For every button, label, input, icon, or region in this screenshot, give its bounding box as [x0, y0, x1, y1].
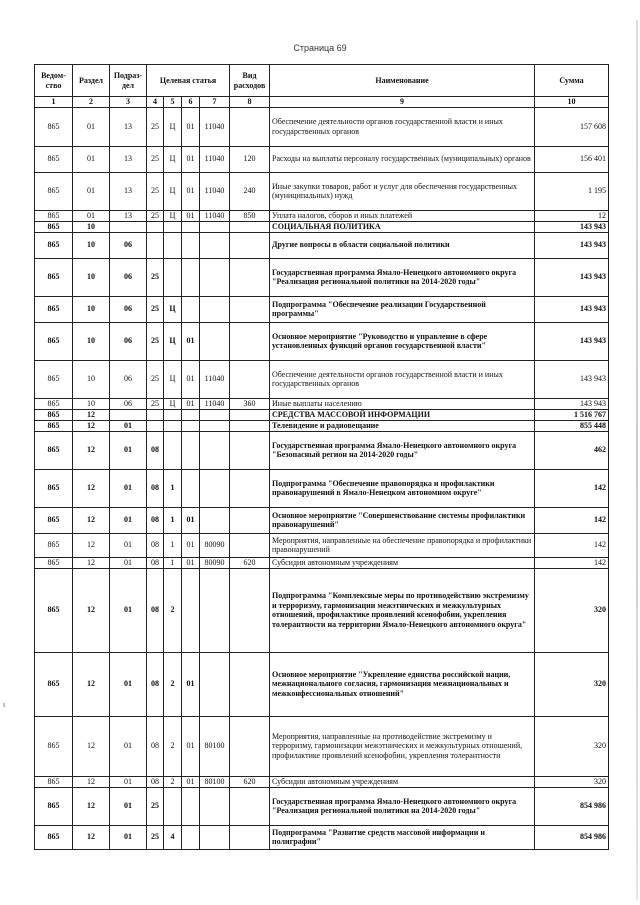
cell-direction-code [200, 469, 230, 507]
budget-table [34, 64, 609, 850]
header-vid-raskhodov: Вид расходов [230, 65, 270, 97]
cell-program-code: 08 [147, 431, 164, 469]
cell-podrazdel: 01 [110, 420, 147, 431]
cell-subprogram-code: Ц [164, 172, 182, 210]
cell-razdel: 01 [73, 172, 110, 210]
cell-vedomstvo: 865 [35, 469, 73, 507]
cell-direction-code [200, 221, 230, 232]
cell-subprogram-code: Ц [164, 398, 182, 409]
cell-razdel: 10 [73, 322, 110, 360]
cell-activity-code: 01 [182, 398, 200, 409]
cell-podrazdel [110, 221, 147, 232]
cell-vid-raskhodov [230, 469, 270, 507]
cell-vedomstvo: 865 [35, 557, 73, 568]
cell-podrazdel: 06 [110, 398, 147, 409]
cell-activity-code: 01 [182, 652, 200, 716]
cell-razdel: 12 [73, 420, 110, 431]
cell-podrazdel: 06 [110, 232, 147, 258]
cell-vid-raskhodov [230, 258, 270, 296]
cell-naimenovanie: Государственная программа Ямало-Ненецкого автономного округа "Реализация региональной политики на 2014-2020 годы" [270, 787, 535, 825]
cell-podrazdel: 01 [110, 787, 147, 825]
table-row [35, 652, 609, 716]
cell-activity-code [182, 258, 200, 296]
cell-subprogram-code: 1 [164, 533, 182, 557]
cell-vid-raskhodov [230, 825, 270, 849]
cell-razdel: 01 [73, 146, 110, 172]
cell-vedomstvo: 865 [35, 172, 73, 210]
cell-subprogram-code: 4 [164, 825, 182, 849]
cell-razdel: 10 [73, 296, 110, 322]
cell-razdel: 12 [73, 431, 110, 469]
cell-naimenovanie: Иные выплаты населению [270, 398, 535, 409]
cell-direction-code [200, 825, 230, 849]
cell-subprogram-code: 2 [164, 716, 182, 776]
cell-vid-raskhodov [230, 507, 270, 533]
cell-subprogram-code: 1 [164, 507, 182, 533]
cell-razdel: 12 [73, 652, 110, 716]
cell-razdel: 12 [73, 409, 110, 420]
table-row [35, 409, 609, 420]
column-number-row [35, 97, 609, 108]
cell-razdel: 12 [73, 787, 110, 825]
cell-podrazdel: 01 [110, 469, 147, 507]
cell-program-code: 25 [147, 360, 164, 398]
cell-direction-code: 11040 [200, 210, 230, 221]
cell-direction-code [200, 787, 230, 825]
cell-activity-code [182, 420, 200, 431]
cell-vedomstvo: 865 [35, 221, 73, 232]
cell-activity-code [182, 568, 200, 652]
cell-summa: 1 516 767 [535, 409, 609, 420]
cell-direction-code: 80100 [200, 716, 230, 776]
cell-activity-code [182, 825, 200, 849]
header-razdel: Раздел [73, 65, 110, 97]
cell-vid-raskhodov [230, 360, 270, 398]
cell-direction-code [200, 322, 230, 360]
cell-direction-code: 80090 [200, 533, 230, 557]
cell-razdel: 12 [73, 825, 110, 849]
cell-vedomstvo: 865 [35, 776, 73, 787]
cell-razdel: 12 [73, 716, 110, 776]
scan-edge-shadow [636, 20, 638, 900]
cell-direction-code [200, 258, 230, 296]
cell-razdel: 12 [73, 776, 110, 787]
cell-naimenovanie: Подпрограмма "Комплексные меры по противодействию экстремизму и терроризму, гармонизации межэтнических и межкультурных отношений, профилактике проявлений ксенофобии, укрепления толерантности на территории Ямало-Ненецкого автономного округа" [270, 568, 535, 652]
cell-podrazdel: 01 [110, 431, 147, 469]
column-number: 9 [270, 97, 535, 108]
cell-summa: 854 986 [535, 787, 609, 825]
cell-naimenovanie: Уплата налогов, сборов и иных платежей [270, 210, 535, 221]
cell-podrazdel: 01 [110, 533, 147, 557]
cell-podrazdel: 06 [110, 322, 147, 360]
cell-subprogram-code [164, 787, 182, 825]
cell-program-code: 25 [147, 172, 164, 210]
column-number: 6 [182, 97, 200, 108]
cell-naimenovanie: Подпрограмма "Обеспечение правопорядка и профилактики правонарушений в Ямало-Ненецком автономном округе" [270, 469, 535, 507]
cell-subprogram-code [164, 258, 182, 296]
cell-summa: 143 943 [535, 221, 609, 232]
cell-vedomstvo: 865 [35, 787, 73, 825]
cell-program-code: 08 [147, 557, 164, 568]
column-number: 3 [110, 97, 147, 108]
cell-vid-raskhodov: 620 [230, 557, 270, 568]
cell-program-code [147, 409, 164, 420]
table-row [35, 469, 609, 507]
cell-direction-code [200, 507, 230, 533]
column-number: 4 [147, 97, 164, 108]
cell-vid-raskhodov [230, 420, 270, 431]
cell-vedomstvo: 865 [35, 360, 73, 398]
cell-vid-raskhodov [230, 431, 270, 469]
cell-program-code: 25 [147, 258, 164, 296]
column-number: 7 [200, 97, 230, 108]
cell-razdel: 12 [73, 557, 110, 568]
cell-activity-code: 01 [182, 507, 200, 533]
cell-activity-code [182, 431, 200, 469]
cell-program-code: 08 [147, 469, 164, 507]
cell-vid-raskhodov [230, 221, 270, 232]
cell-naimenovanie: Государственная программа Ямало-Ненецкого автономного округа "Реализация региональной политики на 2014-2020 годы" [270, 258, 535, 296]
cell-summa: 12 [535, 210, 609, 221]
cell-podrazdel: 01 [110, 507, 147, 533]
cell-summa: 142 [535, 469, 609, 507]
cell-summa: 143 943 [535, 322, 609, 360]
cell-direction-code: 11040 [200, 398, 230, 409]
cell-vid-raskhodov [230, 322, 270, 360]
table-row [35, 398, 609, 409]
cell-vedomstvo: 865 [35, 568, 73, 652]
cell-program-code: 25 [147, 322, 164, 360]
cell-podrazdel: 01 [110, 557, 147, 568]
cell-activity-code: 01 [182, 210, 200, 221]
cell-vedomstvo: 865 [35, 296, 73, 322]
cell-vid-raskhodov [230, 787, 270, 825]
cell-vedomstvo: 865 [35, 210, 73, 221]
cell-podrazdel: 06 [110, 360, 147, 398]
table-row [35, 221, 609, 232]
cell-vedomstvo: 865 [35, 507, 73, 533]
cell-razdel: 12 [73, 568, 110, 652]
margin-mark: ι [3, 700, 6, 709]
table-row [35, 716, 609, 776]
cell-direction-code: 80100 [200, 776, 230, 787]
cell-activity-code: 01 [182, 146, 200, 172]
cell-vedomstvo: 865 [35, 825, 73, 849]
cell-vedomstvo: 865 [35, 258, 73, 296]
cell-naimenovanie: Расходы на выплаты персоналу государственных (муниципальных) органов [270, 146, 535, 172]
cell-naimenovanie: Основное мероприятие "Укрепление единства российской нации, межнационального согласия, гармонизация межнациональных и межконфессиональных отношений" [270, 652, 535, 716]
cell-podrazdel: 01 [110, 568, 147, 652]
cell-razdel: 01 [73, 210, 110, 221]
table-row [35, 107, 609, 146]
cell-activity-code [182, 232, 200, 258]
cell-naimenovanie: Основное мероприятие "Руководство и управление в сфере установленных функций органов государственной власти" [270, 322, 535, 360]
cell-summa: 156 401 [535, 146, 609, 172]
cell-podrazdel: 13 [110, 107, 147, 146]
cell-activity-code: 01 [182, 322, 200, 360]
cell-activity-code [182, 296, 200, 322]
cell-subprogram-code [164, 232, 182, 258]
cell-razdel: 12 [73, 533, 110, 557]
cell-razdel: 10 [73, 258, 110, 296]
cell-program-code: 25 [147, 825, 164, 849]
cell-direction-code [200, 431, 230, 469]
cell-summa: 143 943 [535, 258, 609, 296]
cell-program-code: 08 [147, 533, 164, 557]
cell-vedomstvo: 865 [35, 716, 73, 776]
header-summa: Сумма [535, 65, 609, 97]
cell-program-code: 08 [147, 716, 164, 776]
table-row [35, 258, 609, 296]
cell-naimenovanie: Государственная программа Ямало-Ненецкого автономного округа "Безопасный регион на 2014-2020 годы" [270, 431, 535, 469]
table-row [35, 172, 609, 210]
cell-program-code: 25 [147, 787, 164, 825]
table-row [35, 210, 609, 221]
cell-podrazdel: 13 [110, 146, 147, 172]
cell-subprogram-code: Ц [164, 210, 182, 221]
cell-activity-code [182, 787, 200, 825]
column-number: 1 [35, 97, 73, 108]
cell-program-code: 08 [147, 568, 164, 652]
cell-direction-code [200, 232, 230, 258]
cell-subprogram-code: 2 [164, 776, 182, 787]
cell-naimenovanie: Мероприятия, направленные на обеспечение правопорядка и профилактики правонарушений [270, 533, 535, 557]
cell-summa: 320 [535, 716, 609, 776]
cell-naimenovanie: Телевидение и радиовещание [270, 420, 535, 431]
cell-direction-code [200, 409, 230, 420]
cell-summa: 157 608 [535, 107, 609, 146]
cell-podrazdel: 06 [110, 258, 147, 296]
header-naimenovanie: Наименование [270, 65, 535, 97]
table-row [35, 787, 609, 825]
cell-vid-raskhodov [230, 232, 270, 258]
table-row [35, 431, 609, 469]
cell-vid-raskhodov: 360 [230, 398, 270, 409]
header-vedomstvo: Ведом-ство [35, 65, 73, 97]
cell-program-code: 25 [147, 296, 164, 322]
cell-program-code: 25 [147, 398, 164, 409]
cell-vid-raskhodov [230, 107, 270, 146]
cell-vid-raskhodov: 850 [230, 210, 270, 221]
header-podrazdel: Подраз-дел [110, 65, 147, 97]
cell-activity-code [182, 409, 200, 420]
cell-vid-raskhodov [230, 716, 270, 776]
cell-summa: 1 195 [535, 172, 609, 210]
cell-direction-code [200, 420, 230, 431]
cell-vid-raskhodov [230, 296, 270, 322]
table-row [35, 776, 609, 787]
table-row [35, 146, 609, 172]
cell-subprogram-code [164, 409, 182, 420]
cell-program-code [147, 232, 164, 258]
cell-vid-raskhodov: 240 [230, 172, 270, 210]
table-body [35, 107, 609, 849]
cell-program-code [147, 420, 164, 431]
cell-subprogram-code [164, 221, 182, 232]
table-row [35, 507, 609, 533]
cell-program-code: 25 [147, 146, 164, 172]
cell-naimenovanie: Основное мероприятие "Совершенствование системы профилактики правонарушений" [270, 507, 535, 533]
table-row [35, 568, 609, 652]
cell-vedomstvo: 865 [35, 398, 73, 409]
cell-activity-code: 01 [182, 107, 200, 146]
cell-summa: 855 448 [535, 420, 609, 431]
cell-podrazdel: 13 [110, 210, 147, 221]
cell-naimenovanie: Другие вопросы в области социальной политики [270, 232, 535, 258]
cell-activity-code: 01 [182, 716, 200, 776]
cell-summa: 142 [535, 557, 609, 568]
cell-podrazdel: 01 [110, 776, 147, 787]
table-row [35, 232, 609, 258]
cell-vid-raskhodov: 620 [230, 776, 270, 787]
cell-vid-raskhodov [230, 652, 270, 716]
cell-direction-code [200, 652, 230, 716]
cell-activity-code: 01 [182, 776, 200, 787]
table-row [35, 322, 609, 360]
cell-summa: 143 943 [535, 296, 609, 322]
cell-vedomstvo: 865 [35, 232, 73, 258]
cell-summa: 320 [535, 776, 609, 787]
cell-naimenovanie: Мероприятия, направленные на противодействие экстремизму и терроризму, гармонизации межэтнических и межкультурных отношений, профилактике проявлений ксенофобии, укрепления толерантности [270, 716, 535, 776]
cell-podrazdel: 01 [110, 652, 147, 716]
table-row [35, 360, 609, 398]
cell-program-code: 08 [147, 507, 164, 533]
cell-direction-code: 11040 [200, 172, 230, 210]
cell-razdel: 10 [73, 398, 110, 409]
cell-direction-code [200, 568, 230, 652]
cell-summa: 462 [535, 431, 609, 469]
cell-vid-raskhodov: 120 [230, 146, 270, 172]
cell-naimenovanie: СРЕДСТВА МАССОВОЙ ИНФОРМАЦИИ [270, 409, 535, 420]
table-row [35, 533, 609, 557]
cell-naimenovanie: Субсидии автономным учреждениям [270, 776, 535, 787]
cell-summa: 142 [535, 507, 609, 533]
table-row [35, 420, 609, 431]
cell-summa: 320 [535, 652, 609, 716]
cell-subprogram-code [164, 431, 182, 469]
table-row [35, 296, 609, 322]
column-number: 2 [73, 97, 110, 108]
cell-podrazdel [110, 409, 147, 420]
cell-vedomstvo: 865 [35, 533, 73, 557]
cell-vedomstvo: 865 [35, 420, 73, 431]
cell-summa: 854 986 [535, 825, 609, 849]
cell-vid-raskhodov [230, 533, 270, 557]
cell-summa: 143 943 [535, 232, 609, 258]
column-number: 10 [535, 97, 609, 108]
cell-vedomstvo: 865 [35, 322, 73, 360]
cell-vedomstvo: 865 [35, 652, 73, 716]
cell-naimenovanie: Субсидии автономным учреждениям [270, 557, 535, 568]
cell-subprogram-code: 2 [164, 568, 182, 652]
cell-vid-raskhodov [230, 409, 270, 420]
cell-naimenovanie: СОЦИАЛЬНАЯ ПОЛИТИКА [270, 221, 535, 232]
cell-direction-code: 11040 [200, 107, 230, 146]
cell-subprogram-code: Ц [164, 322, 182, 360]
cell-direction-code: 11040 [200, 146, 230, 172]
column-number: 8 [230, 97, 270, 108]
cell-razdel: 01 [73, 107, 110, 146]
cell-activity-code [182, 469, 200, 507]
cell-subprogram-code: Ц [164, 146, 182, 172]
cell-razdel: 10 [73, 232, 110, 258]
cell-summa: 142 [535, 533, 609, 557]
cell-razdel: 10 [73, 221, 110, 232]
cell-naimenovanie: Иные закупки товаров, работ и услуг для обеспечения государственных (муниципальных) нужд [270, 172, 535, 210]
table-row [35, 557, 609, 568]
cell-naimenovanie: Подпрограмма "Обеспечение реализации Государственной программы" [270, 296, 535, 322]
cell-vedomstvo: 865 [35, 409, 73, 420]
cell-naimenovanie: Обеспечение деятельности органов государственной власти и иных государственных органов [270, 107, 535, 146]
cell-direction-code [200, 296, 230, 322]
cell-summa: 320 [535, 568, 609, 652]
cell-razdel: 12 [73, 507, 110, 533]
cell-program-code: 25 [147, 107, 164, 146]
cell-subprogram-code [164, 420, 182, 431]
cell-vedomstvo: 865 [35, 146, 73, 172]
cell-subprogram-code: 1 [164, 469, 182, 507]
cell-activity-code: 01 [182, 557, 200, 568]
cell-podrazdel: 01 [110, 825, 147, 849]
header-row [35, 65, 609, 97]
page-number-label: Страница 69 [293, 43, 347, 53]
cell-program-code: 25 [147, 210, 164, 221]
cell-activity-code: 01 [182, 533, 200, 557]
cell-subprogram-code: Ц [164, 360, 182, 398]
cell-direction-code: 11040 [200, 360, 230, 398]
cell-subprogram-code: 2 [164, 652, 182, 716]
cell-podrazdel: 13 [110, 172, 147, 210]
cell-program-code [147, 221, 164, 232]
cell-vid-raskhodov [230, 568, 270, 652]
cell-subprogram-code: Ц [164, 296, 182, 322]
cell-vedomstvo: 865 [35, 431, 73, 469]
cell-vedomstvo: 865 [35, 107, 73, 146]
cell-podrazdel: 06 [110, 296, 147, 322]
cell-program-code: 08 [147, 652, 164, 716]
cell-activity-code: 01 [182, 360, 200, 398]
cell-activity-code: 01 [182, 172, 200, 210]
cell-razdel: 10 [73, 360, 110, 398]
cell-razdel: 12 [73, 469, 110, 507]
cell-podrazdel: 01 [110, 716, 147, 776]
cell-naimenovanie: Подпрограмма "Развитие средств массовой информации и полиграфии" [270, 825, 535, 849]
header-celevaya-statya: Целевая статья [147, 65, 230, 97]
cell-activity-code [182, 221, 200, 232]
column-number: 5 [164, 97, 182, 108]
table-row [35, 825, 609, 849]
cell-subprogram-code: 1 [164, 557, 182, 568]
cell-naimenovanie: Обеспечение деятельности органов государственной власти и иных государственных органов [270, 360, 535, 398]
cell-program-code: 08 [147, 776, 164, 787]
cell-summa: 143 943 [535, 360, 609, 398]
cell-summa: 143 943 [535, 398, 609, 409]
cell-subprogram-code: Ц [164, 107, 182, 146]
cell-direction-code: 80090 [200, 557, 230, 568]
